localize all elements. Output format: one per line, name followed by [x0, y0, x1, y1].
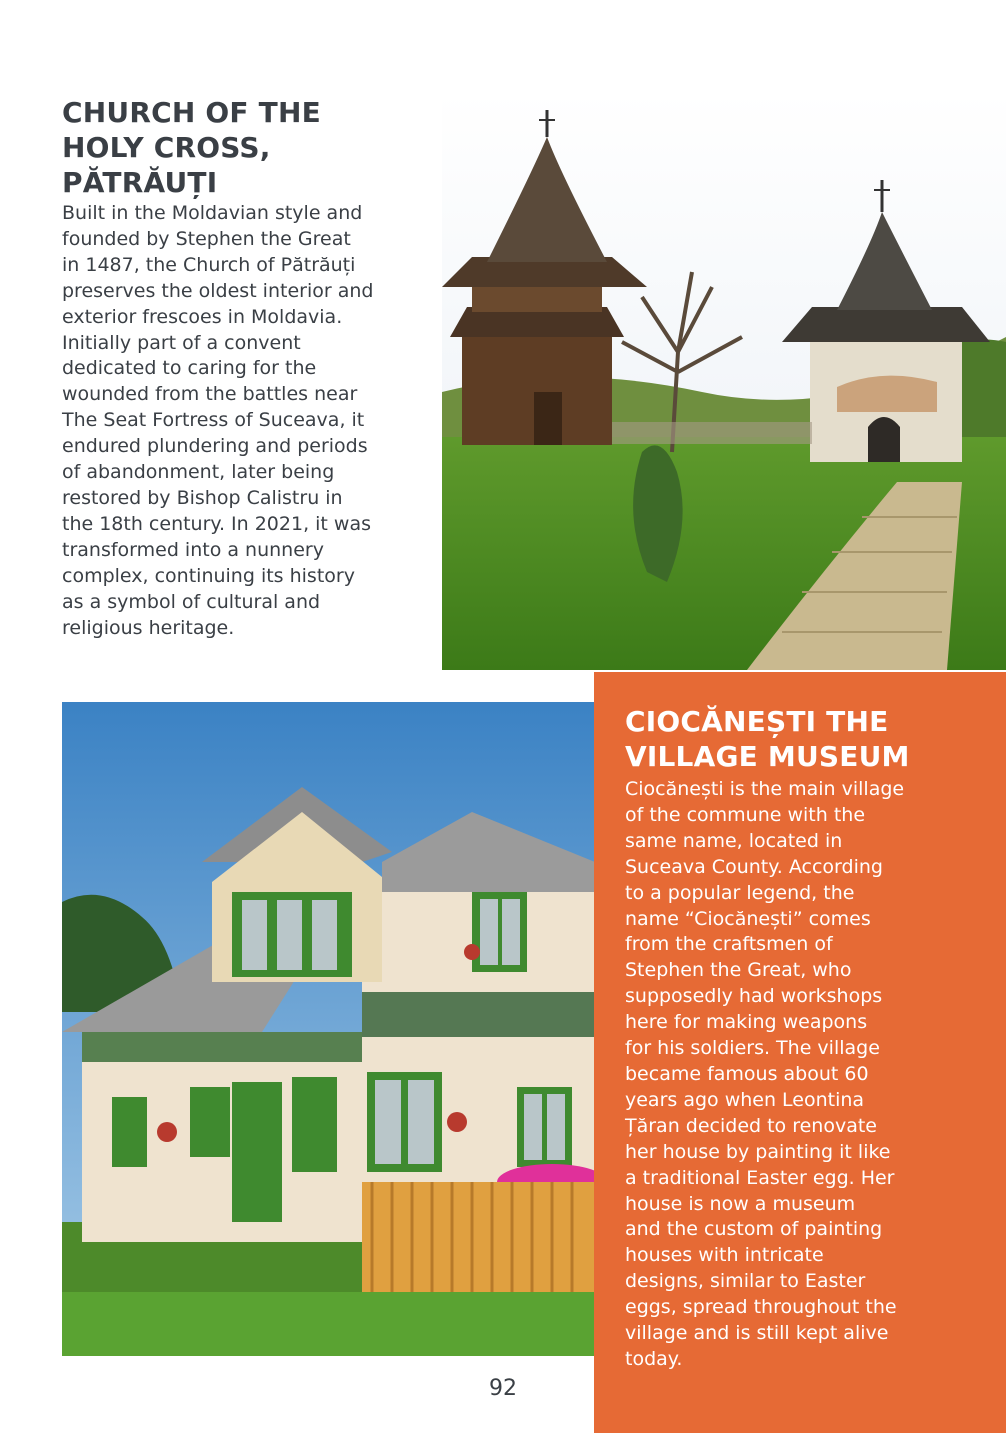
church-description — [62, 201, 434, 641]
church-text-line: founded by Stephen the Great — [62, 227, 351, 250]
museum-text-line: of the commune with the — [625, 803, 866, 826]
church-title — [62, 95, 422, 200]
museum-text-line: from the craftsmen of — [625, 933, 833, 956]
museum-description — [625, 777, 970, 1373]
museum-text-line: here for making weapons — [625, 1011, 868, 1034]
museum-text-line: house is now a museum — [625, 1192, 856, 1215]
church-text-line: in 1487, the Church of Pătrăuți — [62, 253, 356, 276]
church-text-line: as a symbol of cultural and — [62, 590, 321, 613]
church-text-line: religious heritage. — [62, 616, 235, 639]
church-text-line: transformed into a nunnery — [62, 538, 324, 561]
museum-text-line: years ago when Leontina — [625, 1088, 865, 1111]
museum-text-line: Stephen the Great, who — [625, 959, 852, 982]
museum-text-line: a traditional Easter egg. Her — [625, 1166, 895, 1189]
church-text-line: preserves the oldest interior and — [62, 279, 374, 302]
church-text-line: complex, continuing its history — [62, 564, 355, 587]
museum-text-line: and the custom of painting — [625, 1218, 883, 1241]
museum-title — [625, 704, 1005, 774]
museum-text-line: name “Ciocănești” comes — [625, 907, 871, 930]
museum-text-line: to a popular legend, the — [625, 881, 855, 904]
museum-text-line: houses with intricate — [625, 1244, 824, 1267]
museum-title-line: CIOCĂNEȘTI THE — [625, 705, 889, 738]
museum-text-line: became famous about 60 — [625, 1062, 869, 1085]
church-text-line: dedicated to caring for the — [62, 357, 317, 380]
museum-text-line: Ciocănești is the main village — [625, 778, 905, 800]
church-text-line: exterior frescoes in Moldavia. — [62, 305, 343, 328]
museum-text-line: supposedly had workshops — [625, 985, 883, 1008]
church-text-line: restored by Bishop Calistru in — [62, 486, 343, 509]
church-text-line: Initially part of a convent — [62, 331, 301, 354]
church-text-line: Built in the Moldavian style and — [62, 202, 363, 224]
page-number: 92 — [489, 1376, 517, 1401]
church-title-line: CHURCH OF THE — [62, 96, 321, 129]
church-text-line: The Seat Fortress of Suceava, it — [62, 409, 365, 432]
museum-text-line: same name, located in — [625, 829, 843, 852]
museum-text-line: eggs, spread throughout the — [625, 1296, 897, 1319]
church-text-line: of abandonment, later being — [62, 461, 335, 484]
museum-text-line: today. — [625, 1347, 683, 1370]
museum-title-line: VILLAGE MUSEUM — [625, 740, 910, 773]
museum-text-line: Suceava County. According — [625, 855, 883, 878]
church-text-line: the 18th century. In 2021, it was — [62, 512, 371, 535]
museum-text-line: designs, similar to Easter — [625, 1270, 866, 1293]
church-text-line: endured plundering and periods — [62, 435, 368, 458]
church-photo — [442, 92, 1006, 670]
museum-text-line: for his soldiers. The village — [625, 1037, 880, 1060]
museum-text-line: Țăran decided to renovate — [625, 1114, 878, 1137]
village-museum-photo — [62, 702, 595, 1356]
church-title-line: PĂTRĂUȚI — [62, 166, 218, 199]
church-title-line: HOLY CROSS, — [62, 131, 271, 164]
museum-text-line: village and is still kept alive — [625, 1322, 889, 1345]
church-text-line: wounded from the battles near — [62, 383, 358, 406]
museum-text-line: her house by painting it like — [625, 1140, 891, 1163]
